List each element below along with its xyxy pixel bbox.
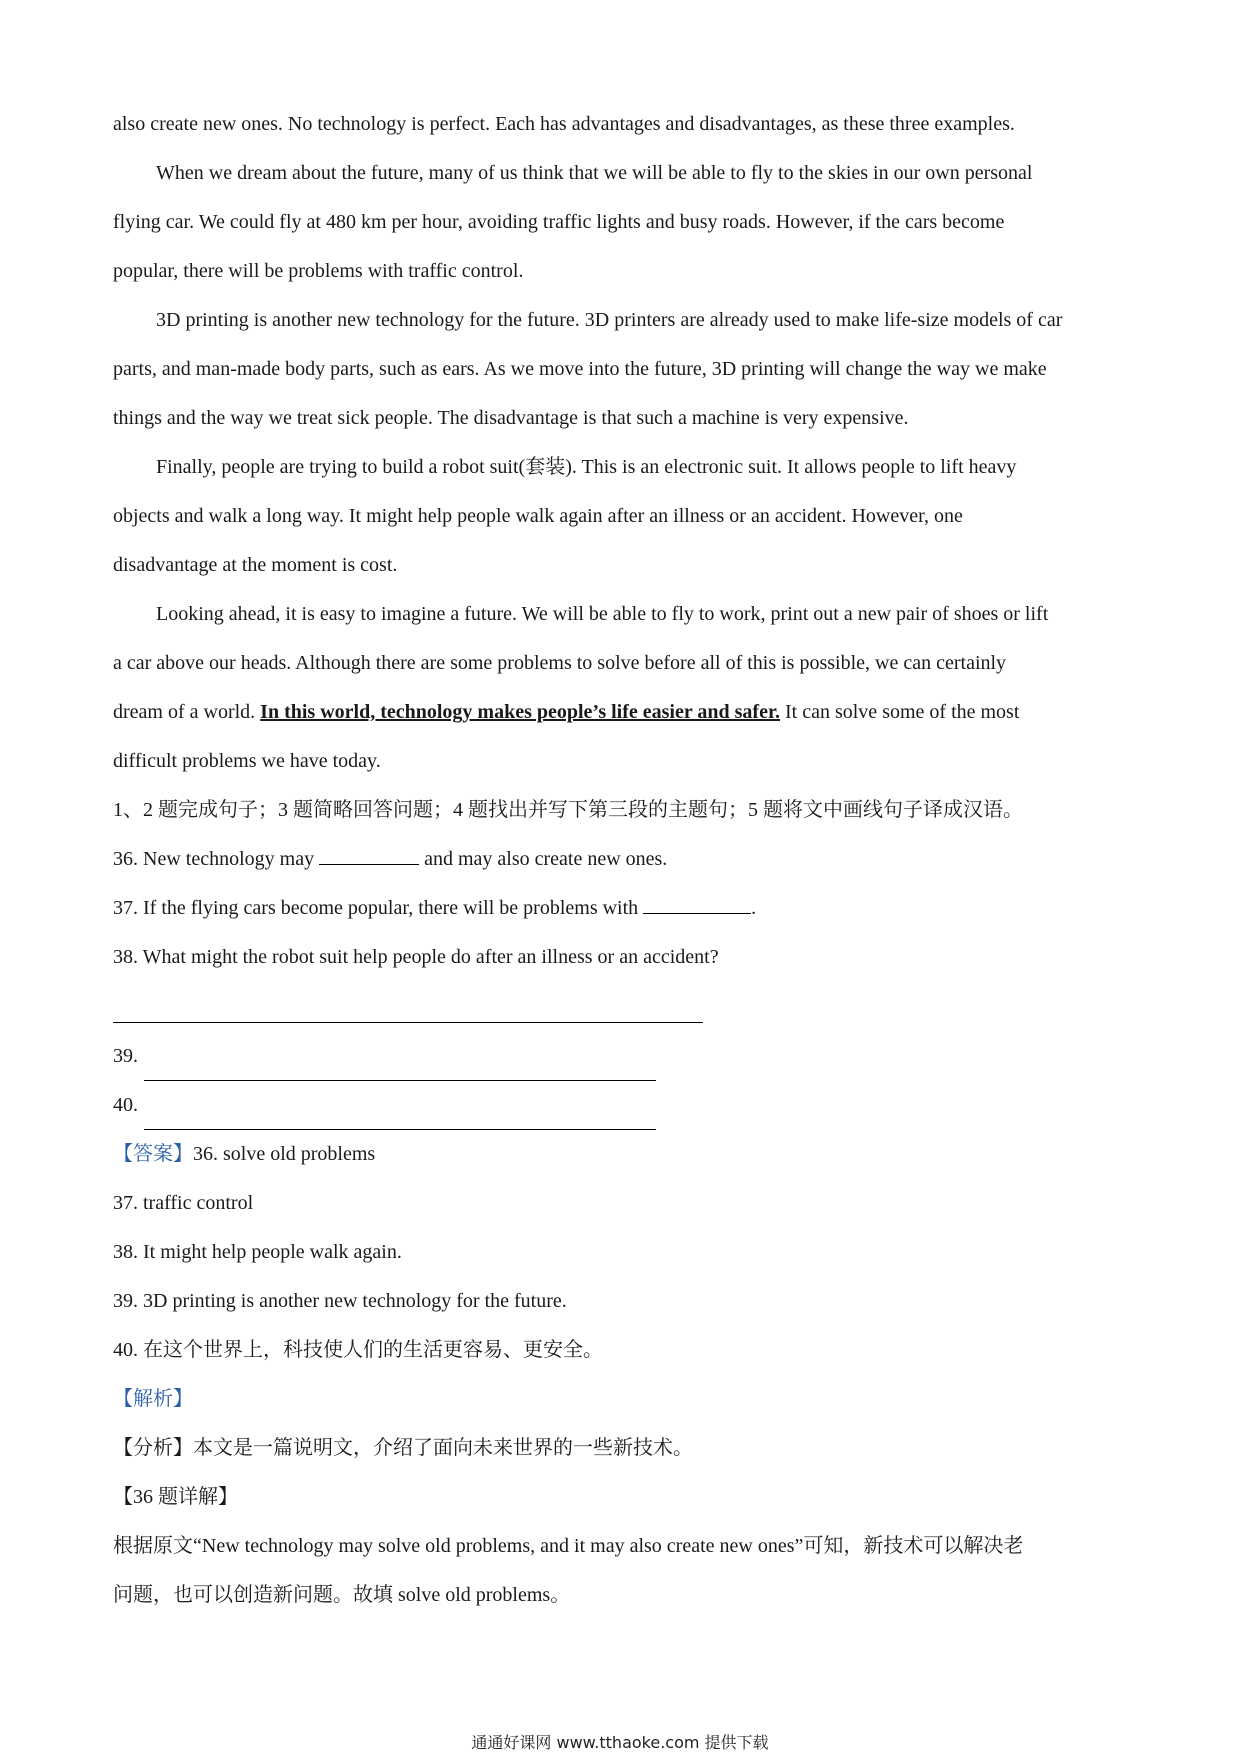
passage-line: parts, and man-made body parts, such as ears. As we move into the future, 3D printing will change the way we make bbox=[113, 358, 1047, 380]
analysis-q36-detail: 根据原文“New technology may solve old problems, and it may also create new ones”可知，新技术可以解决老 bbox=[113, 1535, 1024, 1557]
question-text: and may also create new ones. bbox=[419, 848, 668, 870]
passage-line: Looking ahead, it is easy to imagine a future. We will be able to fly to work, print out a new pair of shoes or lift bbox=[156, 603, 1049, 625]
passage-line: 3D printing is another new technology for the future. 3D printers are already used to make life-size models of car bbox=[156, 309, 1063, 331]
question-text: . bbox=[751, 897, 757, 919]
passage-line: flying car. We could fly at 480 km per hour, avoiding traffic lights and busy roads. However, if the cars become bbox=[113, 211, 1005, 233]
passage-text: It can solve some of the most bbox=[780, 701, 1020, 723]
question-40 bbox=[113, 1081, 1133, 1130]
instructions: 1、2 题完成句子；3 题简略回答问题；4 题找出并写下第三段的主题句；5 题将文中画线句子译成汉语。 bbox=[113, 799, 1023, 821]
passage-line: a car above our heads. Although there are some problems to solve before all of this is possible, we can certainly bbox=[113, 652, 1007, 674]
passage-line: disadvantage at the moment is cost. bbox=[113, 554, 398, 576]
passage-line: popular, there will be problems with traffic control. bbox=[113, 260, 524, 282]
passage-line: Finally, people are trying to build a robot suit(套装). This is an electronic suit. It allows people to lift heavy bbox=[156, 456, 1017, 478]
passage-line: also create new ones. No technology is perfect. Each has advantages and disadvantages, as these three examples. bbox=[113, 113, 1015, 135]
answer-text: 36. solve old problems bbox=[193, 1143, 376, 1165]
answer-40: 40. 在这个世界上，科技使人们的生活更容易、更安全。 bbox=[113, 1339, 603, 1361]
answer-blank[interactable] bbox=[319, 844, 419, 865]
underlined-sentence: In this world, technology makes people’s life easier and safer. bbox=[260, 701, 780, 723]
page-footer: 通通好课网 www.tthaoke.com 提供下载 bbox=[471, 1733, 769, 1752]
question-37 bbox=[113, 884, 1133, 933]
answer-tag: 【答案】 bbox=[113, 1143, 193, 1165]
passage-line bbox=[113, 688, 1133, 737]
answer-blank[interactable] bbox=[643, 893, 751, 914]
document-page bbox=[113, 100, 1133, 1620]
passage-line: things and the way we treat sick people. The disadvantage is that such a machine is very expensive. bbox=[113, 407, 909, 429]
question-38: 38. What might the robot suit help people do after an illness or an accident? bbox=[113, 946, 719, 968]
analysis-tag: 【解析】 bbox=[113, 1388, 193, 1410]
answer-line[interactable] bbox=[113, 982, 703, 1023]
question-36 bbox=[113, 835, 1133, 884]
answer-line[interactable] bbox=[144, 1109, 656, 1130]
passage-text: dream of a world. bbox=[113, 701, 261, 723]
passage-line: objects and walk a long way. It might help people walk again after an illness or an accident. However, one bbox=[113, 505, 963, 527]
analysis-summary: 【分析】本文是一篇说明文，介绍了面向未来世界的一些新技术。 bbox=[113, 1437, 693, 1459]
answer-39: 39. 3D printing is another new technology for the future. bbox=[113, 1290, 567, 1312]
passage-line: difficult problems we have today. bbox=[113, 750, 381, 772]
answer-38: 38. It might help people walk again. bbox=[113, 1241, 402, 1263]
question-39 bbox=[113, 1032, 1133, 1081]
answer-36 bbox=[113, 1130, 1133, 1179]
question-number: 40. bbox=[113, 1094, 138, 1116]
answer-37: 37. traffic control bbox=[113, 1192, 254, 1214]
analysis-q36-detail: 问题，也可以创造新问题。故填 solve old problems。 bbox=[113, 1584, 571, 1606]
answer-line[interactable] bbox=[144, 1060, 656, 1081]
question-text: 37. If the flying cars become popular, there will be problems with bbox=[113, 897, 644, 919]
question-number: 39. bbox=[113, 1045, 138, 1067]
passage-line: When we dream about the future, many of us think that we will be able to fly to the skies in our own personal bbox=[156, 162, 1033, 184]
question-text: 36. New technology may bbox=[113, 848, 320, 870]
analysis-q36-heading: 【36 题详解】 bbox=[113, 1486, 238, 1508]
